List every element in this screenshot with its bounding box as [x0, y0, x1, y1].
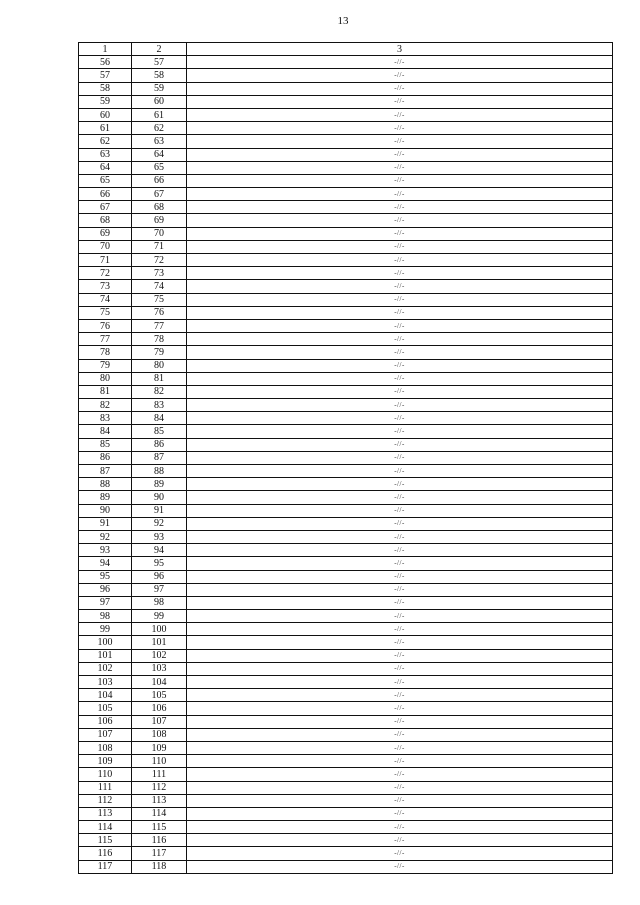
- cell-col-1: 58: [79, 82, 132, 95]
- cell-col-1: 60: [79, 108, 132, 121]
- cell-col-3: -//-: [187, 755, 613, 768]
- cell-col-2: 60: [132, 95, 187, 108]
- table-row: [79, 504, 613, 517]
- cell-col-2: 77: [132, 319, 187, 332]
- cell-col-1: 74: [79, 293, 132, 306]
- cell-col-1: 96: [79, 583, 132, 596]
- cell-col-2: 118: [132, 860, 187, 873]
- cell-col-2: 65: [132, 161, 187, 174]
- table-row: [79, 267, 613, 280]
- cell-col-3: -//-: [187, 280, 613, 293]
- cell-col-3: -//-: [187, 254, 613, 267]
- cell-col-1: 109: [79, 755, 132, 768]
- cell-col-3: -//-: [187, 359, 613, 372]
- table-row: [79, 451, 613, 464]
- cell-col-2: 112: [132, 781, 187, 794]
- cell-col-2: 86: [132, 438, 187, 451]
- cell-col-1: 86: [79, 451, 132, 464]
- cell-col-3: -//-: [187, 662, 613, 675]
- cell-col-1: 90: [79, 504, 132, 517]
- cell-col-1: 80: [79, 372, 132, 385]
- table-row: [79, 95, 613, 108]
- cell-col-2: 73: [132, 267, 187, 280]
- cell-col-3: -//-: [187, 174, 613, 187]
- cell-col-1: 91: [79, 517, 132, 530]
- cell-col-3: -//-: [187, 425, 613, 438]
- cell-col-1: 105: [79, 702, 132, 715]
- table-row: [79, 293, 613, 306]
- cell-col-1: 78: [79, 346, 132, 359]
- cell-col-3: -//-: [187, 346, 613, 359]
- cell-col-1: 75: [79, 306, 132, 319]
- table-row: [79, 755, 613, 768]
- table-row: [79, 161, 613, 174]
- cell-col-2: 95: [132, 557, 187, 570]
- cell-col-2: 82: [132, 385, 187, 398]
- table-row: [79, 610, 613, 623]
- cell-col-3: -//-: [187, 201, 613, 214]
- cell-col-2: 94: [132, 544, 187, 557]
- cell-col-2: 93: [132, 530, 187, 543]
- page-number: 13: [337, 15, 349, 27]
- cell-col-2: 106: [132, 702, 187, 715]
- cell-col-3: -//-: [187, 56, 613, 69]
- cell-col-3: -//-: [187, 399, 613, 412]
- cell-col-1: 100: [79, 636, 132, 649]
- cell-col-1: 107: [79, 728, 132, 741]
- cell-col-1: 106: [79, 715, 132, 728]
- cell-col-3: -//-: [187, 847, 613, 860]
- data-table: [78, 42, 613, 874]
- table-row: [79, 333, 613, 346]
- table-row: [79, 847, 613, 860]
- table-row: [79, 517, 613, 530]
- cell-col-1: 65: [79, 174, 132, 187]
- table-row: [79, 412, 613, 425]
- cell-col-1: 68: [79, 214, 132, 227]
- table-row: [79, 544, 613, 557]
- table-row: [79, 346, 613, 359]
- cell-col-3: -//-: [187, 544, 613, 557]
- cell-col-3: -//-: [187, 834, 613, 847]
- cell-col-2: 74: [132, 280, 187, 293]
- cell-col-3: -//-: [187, 293, 613, 306]
- table-row: [79, 689, 613, 702]
- cell-col-3: -//-: [187, 108, 613, 121]
- column-header-3: 3: [187, 43, 613, 56]
- table-row: [79, 201, 613, 214]
- cell-col-3: -//-: [187, 412, 613, 425]
- cell-col-2: 84: [132, 412, 187, 425]
- cell-col-3: -//-: [187, 768, 613, 781]
- cell-col-2: 87: [132, 451, 187, 464]
- cell-col-3: -//-: [187, 306, 613, 319]
- cell-col-3: -//-: [187, 821, 613, 834]
- table-row: [79, 860, 613, 873]
- cell-col-2: 96: [132, 570, 187, 583]
- cell-col-3: -//-: [187, 689, 613, 702]
- table-body: [79, 56, 613, 874]
- cell-col-1: 62: [79, 135, 132, 148]
- cell-col-1: 82: [79, 399, 132, 412]
- cell-col-2: 85: [132, 425, 187, 438]
- cell-col-1: 87: [79, 465, 132, 478]
- cell-col-2: 108: [132, 728, 187, 741]
- table-row: [79, 478, 613, 491]
- table-row: [79, 807, 613, 820]
- table-row: [79, 227, 613, 240]
- cell-col-2: 100: [132, 623, 187, 636]
- cell-col-1: 76: [79, 319, 132, 332]
- cell-col-3: -//-: [187, 504, 613, 517]
- table-row: [79, 240, 613, 253]
- table-row: [79, 491, 613, 504]
- cell-col-2: 78: [132, 333, 187, 346]
- cell-col-3: -//-: [187, 319, 613, 332]
- cell-col-2: 57: [132, 56, 187, 69]
- cell-col-3: -//-: [187, 478, 613, 491]
- cell-col-1: 66: [79, 188, 132, 201]
- cell-col-1: 56: [79, 56, 132, 69]
- table-row: [79, 372, 613, 385]
- cell-col-1: 63: [79, 148, 132, 161]
- cell-col-3: -//-: [187, 135, 613, 148]
- cell-col-3: -//-: [187, 69, 613, 82]
- table-header: [79, 43, 613, 56]
- cell-col-2: 72: [132, 254, 187, 267]
- cell-col-1: 92: [79, 530, 132, 543]
- cell-col-3: -//-: [187, 517, 613, 530]
- cell-col-1: 112: [79, 794, 132, 807]
- cell-col-1: 103: [79, 676, 132, 689]
- table-row: [79, 438, 613, 451]
- cell-col-2: 58: [132, 69, 187, 82]
- cell-col-1: 85: [79, 438, 132, 451]
- cell-col-1: 83: [79, 412, 132, 425]
- table-row: [79, 214, 613, 227]
- cell-col-2: 109: [132, 741, 187, 754]
- cell-col-3: -//-: [187, 860, 613, 873]
- cell-col-2: 88: [132, 465, 187, 478]
- cell-col-3: -//-: [187, 715, 613, 728]
- table-row: [79, 174, 613, 187]
- table-row: [79, 728, 613, 741]
- cell-col-1: 81: [79, 385, 132, 398]
- table-row: [79, 821, 613, 834]
- cell-col-2: 110: [132, 755, 187, 768]
- cell-col-3: -//-: [187, 557, 613, 570]
- cell-col-3: -//-: [187, 649, 613, 662]
- cell-col-1: 94: [79, 557, 132, 570]
- cell-col-3: -//-: [187, 438, 613, 451]
- cell-col-3: -//-: [187, 148, 613, 161]
- table-row: [79, 280, 613, 293]
- cell-col-3: -//-: [187, 570, 613, 583]
- cell-col-3: -//-: [187, 807, 613, 820]
- table-row: [79, 399, 613, 412]
- cell-col-3: -//-: [187, 267, 613, 280]
- cell-col-2: 103: [132, 662, 187, 675]
- cell-col-2: 76: [132, 306, 187, 319]
- cell-col-2: 66: [132, 174, 187, 187]
- cell-col-2: 67: [132, 188, 187, 201]
- cell-col-2: 71: [132, 240, 187, 253]
- cell-col-2: 64: [132, 148, 187, 161]
- table-row: [79, 768, 613, 781]
- cell-col-2: 111: [132, 768, 187, 781]
- table-row: [79, 122, 613, 135]
- table-row: [79, 570, 613, 583]
- cell-col-2: 115: [132, 821, 187, 834]
- table-row: [79, 781, 613, 794]
- cell-col-3: -//-: [187, 728, 613, 741]
- cell-col-1: 116: [79, 847, 132, 860]
- cell-col-2: 83: [132, 399, 187, 412]
- cell-col-3: -//-: [187, 610, 613, 623]
- cell-col-1: 61: [79, 122, 132, 135]
- header-row: [79, 43, 613, 56]
- table-row: [79, 596, 613, 609]
- cell-col-3: -//-: [187, 240, 613, 253]
- cell-col-2: 97: [132, 583, 187, 596]
- cell-col-2: 105: [132, 689, 187, 702]
- cell-col-1: 95: [79, 570, 132, 583]
- table-row: [79, 794, 613, 807]
- cell-col-3: -//-: [187, 781, 613, 794]
- cell-col-1: 93: [79, 544, 132, 557]
- cell-col-1: 104: [79, 689, 132, 702]
- table-row: [79, 108, 613, 121]
- cell-col-3: -//-: [187, 465, 613, 478]
- cell-col-1: 71: [79, 254, 132, 267]
- cell-col-1: 59: [79, 95, 132, 108]
- table-row: [79, 69, 613, 82]
- cell-col-3: -//-: [187, 530, 613, 543]
- cell-col-2: 69: [132, 214, 187, 227]
- cell-col-2: 102: [132, 649, 187, 662]
- cell-col-2: 107: [132, 715, 187, 728]
- cell-col-2: 91: [132, 504, 187, 517]
- table-row: [79, 715, 613, 728]
- cell-col-3: -//-: [187, 95, 613, 108]
- cell-col-2: 104: [132, 676, 187, 689]
- cell-col-3: -//-: [187, 623, 613, 636]
- table-row: [79, 385, 613, 398]
- cell-col-1: 115: [79, 834, 132, 847]
- table-row: [79, 254, 613, 267]
- cell-col-1: 72: [79, 267, 132, 280]
- table-row: [79, 306, 613, 319]
- cell-col-2: 81: [132, 372, 187, 385]
- cell-col-3: -//-: [187, 702, 613, 715]
- table-row: [79, 623, 613, 636]
- cell-col-1: 89: [79, 491, 132, 504]
- cell-col-2: 92: [132, 517, 187, 530]
- cell-col-1: 64: [79, 161, 132, 174]
- cell-col-2: 63: [132, 135, 187, 148]
- column-header-2: 2: [132, 43, 187, 56]
- cell-col-2: 61: [132, 108, 187, 121]
- cell-col-3: -//-: [187, 636, 613, 649]
- cell-col-2: 98: [132, 596, 187, 609]
- table-row: [79, 676, 613, 689]
- cell-col-2: 117: [132, 847, 187, 860]
- cell-col-3: -//-: [187, 794, 613, 807]
- column-header-1: 1: [79, 43, 132, 56]
- cell-col-1: 73: [79, 280, 132, 293]
- table-row: [79, 530, 613, 543]
- table-row: [79, 649, 613, 662]
- cell-col-1: 108: [79, 741, 132, 754]
- cell-col-1: 67: [79, 201, 132, 214]
- cell-col-2: 89: [132, 478, 187, 491]
- table-row: [79, 359, 613, 372]
- cell-col-2: 101: [132, 636, 187, 649]
- table-row: [79, 82, 613, 95]
- cell-col-3: -//-: [187, 676, 613, 689]
- cell-col-1: 88: [79, 478, 132, 491]
- cell-col-3: -//-: [187, 583, 613, 596]
- cell-col-2: 59: [132, 82, 187, 95]
- table-row: [79, 834, 613, 847]
- cell-col-1: 97: [79, 596, 132, 609]
- cell-col-2: 68: [132, 201, 187, 214]
- cell-col-2: 90: [132, 491, 187, 504]
- cell-col-2: 99: [132, 610, 187, 623]
- cell-col-1: 114: [79, 821, 132, 834]
- cell-col-3: -//-: [187, 451, 613, 464]
- cell-col-3: -//-: [187, 227, 613, 240]
- table-row: [79, 741, 613, 754]
- cell-col-2: 80: [132, 359, 187, 372]
- cell-col-2: 70: [132, 227, 187, 240]
- cell-col-1: 57: [79, 69, 132, 82]
- cell-col-1: 98: [79, 610, 132, 623]
- cell-col-1: 111: [79, 781, 132, 794]
- table-row: [79, 636, 613, 649]
- cell-col-3: -//-: [187, 122, 613, 135]
- cell-col-3: -//-: [187, 82, 613, 95]
- cell-col-1: 69: [79, 227, 132, 240]
- table-row: [79, 662, 613, 675]
- table-row: [79, 583, 613, 596]
- cell-col-1: 110: [79, 768, 132, 781]
- cell-col-1: 101: [79, 649, 132, 662]
- cell-col-1: 77: [79, 333, 132, 346]
- cell-col-3: -//-: [187, 741, 613, 754]
- cell-col-1: 70: [79, 240, 132, 253]
- cell-col-3: -//-: [187, 385, 613, 398]
- cell-col-2: 79: [132, 346, 187, 359]
- table-row: [79, 188, 613, 201]
- table-row: [79, 557, 613, 570]
- table-row: [79, 702, 613, 715]
- cell-col-3: -//-: [187, 188, 613, 201]
- cell-col-2: 113: [132, 794, 187, 807]
- table-row: [79, 319, 613, 332]
- cell-col-3: -//-: [187, 214, 613, 227]
- table-row: [79, 56, 613, 69]
- cell-col-3: -//-: [187, 596, 613, 609]
- cell-col-2: 116: [132, 834, 187, 847]
- table-row: [79, 135, 613, 148]
- cell-col-3: -//-: [187, 491, 613, 504]
- cell-col-1: 99: [79, 623, 132, 636]
- cell-col-1: 113: [79, 807, 132, 820]
- table-row: [79, 148, 613, 161]
- cell-col-3: -//-: [187, 333, 613, 346]
- cell-col-1: 84: [79, 425, 132, 438]
- cell-col-3: -//-: [187, 372, 613, 385]
- cell-col-2: 75: [132, 293, 187, 306]
- cell-col-3: -//-: [187, 161, 613, 174]
- table-row: [79, 425, 613, 438]
- cell-col-2: 114: [132, 807, 187, 820]
- table-row: [79, 465, 613, 478]
- cell-col-1: 79: [79, 359, 132, 372]
- cell-col-1: 117: [79, 860, 132, 873]
- cell-col-1: 102: [79, 662, 132, 675]
- cell-col-2: 62: [132, 122, 187, 135]
